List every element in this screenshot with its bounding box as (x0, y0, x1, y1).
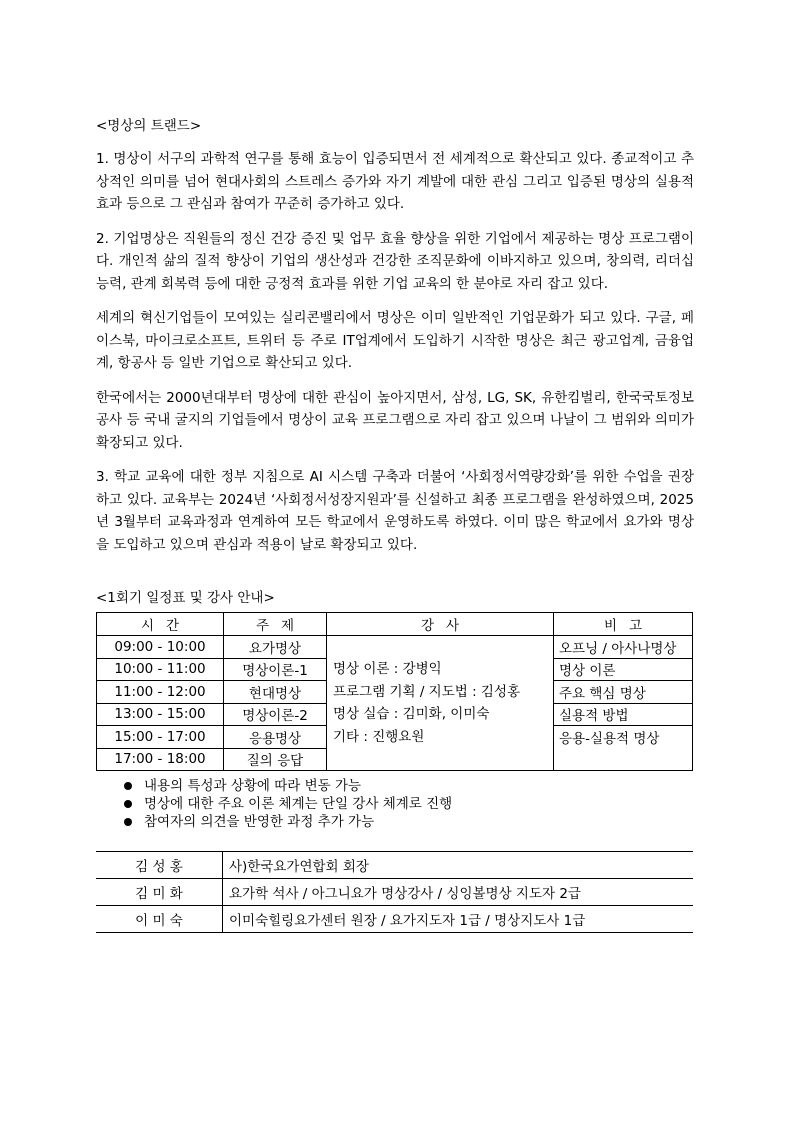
lecturer-desc: 요가학 석사 / 아그니요가 명상강사 / 싱잉볼명상 지도자 2급 (223, 879, 694, 906)
time-cell: 11:00 - 12:00 (97, 681, 224, 704)
lecturer-desc: 이미숙힐링요가센터 원장 / 요가지도자 1급 / 명상지도사 1급 (223, 906, 694, 933)
note-cell: 주요 핵심 명상 (554, 681, 693, 704)
table-row (97, 636, 693, 659)
topic-cell: 현대명상 (224, 681, 327, 704)
list-item: 참여자의 의견을 반영한 과정 추가 가능 (124, 813, 694, 831)
lecturer-cell (327, 636, 554, 771)
list-item: 내용의 특성과 상황에 따라 변동 가능 (124, 777, 694, 795)
topic-cell: 명상이론-2 (224, 703, 327, 726)
lecturer-name: 이 미 숙 (96, 906, 223, 933)
lecturer-name: 김 성 홍 (96, 852, 223, 879)
note-cell: 응용-실용적 명상 (554, 726, 693, 749)
lecturer-line: 명상 이론 : 강병익 (333, 661, 442, 677)
trend-heading: <명상의 트랜드> (96, 118, 202, 134)
time-cell: 13:00 - 15:00 (97, 703, 224, 726)
time-cell: 09:00 - 10:00 (97, 636, 224, 659)
header-topic: 주제 (224, 613, 327, 636)
note-cell: 실용적 방법 (554, 703, 693, 726)
paragraph-3: 세계의 혁신기업들이 모여있는 실리콘밸리에서 명상은 이미 일반적인 기업문화가 되고 있다. 구글, 페이스북, 마이크로소프트, 트위터 등 주로 IT업계에서 도입하기 시작한 명상은 최근 광고업계, 금융업계, 항공사 등 일반 기업으로 확산되고 있다. (96, 310, 694, 371)
lecturer-line: 프로그램 기획 / 지도법 : 김성홍 (333, 683, 521, 700)
time-cell: 15:00 - 17:00 (97, 726, 224, 749)
time-cell: 10:00 - 11:00 (97, 658, 224, 681)
topic-cell: 질의 응답 (224, 748, 327, 771)
schedule-table (96, 612, 693, 771)
time-cell: 17:00 - 18:00 (97, 748, 224, 771)
paragraph-5: 3. 학교 교육에 대한 정부 지침으로 AI 시스템 구축과 더불어 ‘사회정서역량강화’를 위한 수업을 권장하고 있다. 교육부는 2024년 ‘사회정서성장지원과’를 신설하고 최종 프로그램을 완성하였으며, 2025년 3월부터 교육과정과 연계하여 모든 학교에서 운영하도록 하였다. 이미 많은 학교에서 요가와 명상을 도입하고 있으며 관심과 적용이 날로 확장되고 있다. (96, 469, 694, 553)
paragraph-4: 한국에서는 2000년대부터 명상에 대한 관심이 높아지면서, 삼성, LG, SK, 유한킴벌리, 한국국토정보공사 등 국내 굴지의 기업들에서 명상이 교육 프로그램으로 자리 잡고 있으며 나날이 그 범위와 의미가 확장되고 있다. (96, 389, 694, 451)
notes-list (96, 777, 694, 831)
lecturer-desc: 사)한국요가연합회 회장 (223, 852, 694, 879)
table-row (96, 852, 693, 879)
note-cell (554, 748, 693, 771)
header-note: 비고 (554, 613, 693, 636)
header-lecturer: 강사 (327, 613, 554, 636)
table-row (96, 879, 693, 906)
list-item: 명상에 대한 주요 이론 체계는 단일 강사 체계로 진행 (124, 795, 694, 813)
paragraph-2: 2. 기업명상은 직원들의 정신 건강 증진 및 업무 효율 향상을 위한 기업에서 제공하는 명상 프로그램이다. 개인적 삶의 질적 향상이 기업의 생산성과 건강한 조직문화에 이바지하고 있으며, 창의력, 리더십 능력, 관계 회복력 등에 대한 긍정적 효과를 위한 기업 교육의 한 분야로 자리 잡고 있다. (96, 230, 694, 292)
topic-cell: 명상이론-1 (224, 658, 327, 681)
note-cell: 명상 이론 (554, 658, 693, 681)
note-cell: 오프닝 / 아사나명상 (554, 636, 693, 659)
lecturer-line: 기타 : 진행요원 (333, 728, 425, 745)
table-row (96, 906, 693, 933)
topic-cell: 요가명상 (224, 636, 327, 659)
schedule-title: <1회기 일정표 및 강사 안내> (96, 590, 275, 606)
header-time: 시간 (97, 613, 224, 636)
lecturer-line: 명상 실습 : 김미화, 이미숙 (333, 706, 490, 722)
topic-cell: 응용명상 (224, 726, 327, 749)
lecturer-name: 김 미 화 (96, 879, 223, 906)
schedule-header-row (97, 613, 693, 636)
paragraph-1: 1. 명상이 서구의 과학적 연구를 통해 효능이 입증되면서 전 세계적으로 확산되고 있다. 종교적이고 추상적인 의미를 넘어 현대사회의 스트레스 증가와 자기 계발에 대한 관심 그리고 입증된 명상의 실용적 효과 등으로 그 관심과 참여가 꾸준히 증가하고 있다. (96, 151, 694, 212)
document-page (96, 114, 694, 933)
lecturer-table (96, 851, 693, 933)
